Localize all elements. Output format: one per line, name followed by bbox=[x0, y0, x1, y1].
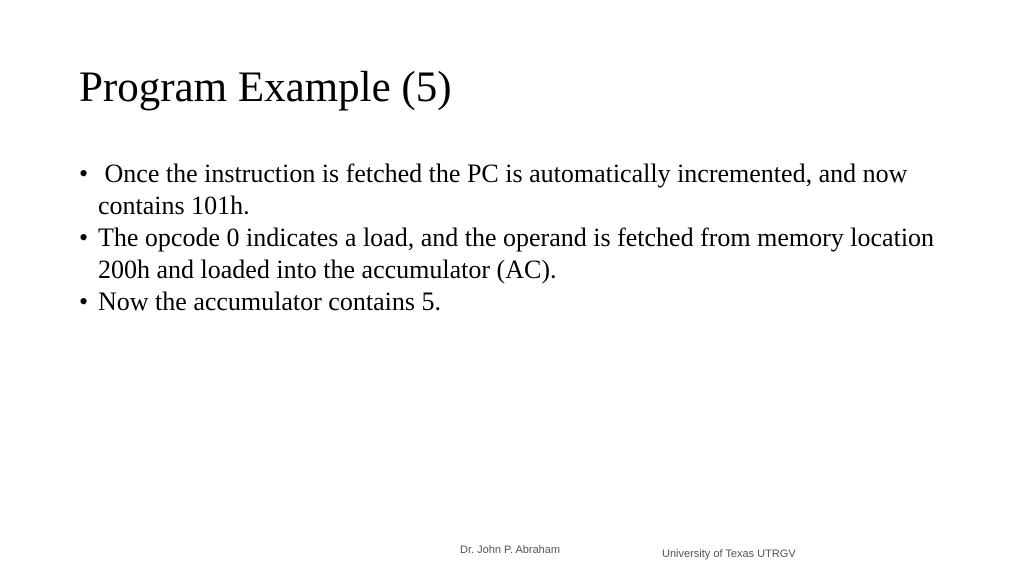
slide-title: Program Example (5) bbox=[79, 64, 452, 111]
bullet-text: Now the accumulator contains 5. bbox=[98, 287, 441, 316]
bullet-marker: • bbox=[79, 159, 89, 188]
bullet-marker: • bbox=[79, 223, 89, 252]
bullet-item bbox=[79, 158, 979, 222]
footer-author: Dr. John P. Abraham bbox=[460, 544, 561, 556]
bullet-item bbox=[79, 222, 979, 286]
bullet-text: Once the instruction is fetched the PC is automatically incremented, and now contains 101h. bbox=[98, 159, 914, 220]
bullet-list bbox=[79, 158, 979, 318]
bullet-item bbox=[79, 286, 979, 318]
footer-institution: University of Texas UTRGV bbox=[662, 548, 796, 560]
bullet-text: The opcode 0 indicates a load, and the operand is fetched from memory location 200h and loaded into the accumulator (AC). bbox=[98, 223, 935, 284]
bullet-marker: • bbox=[79, 287, 89, 316]
